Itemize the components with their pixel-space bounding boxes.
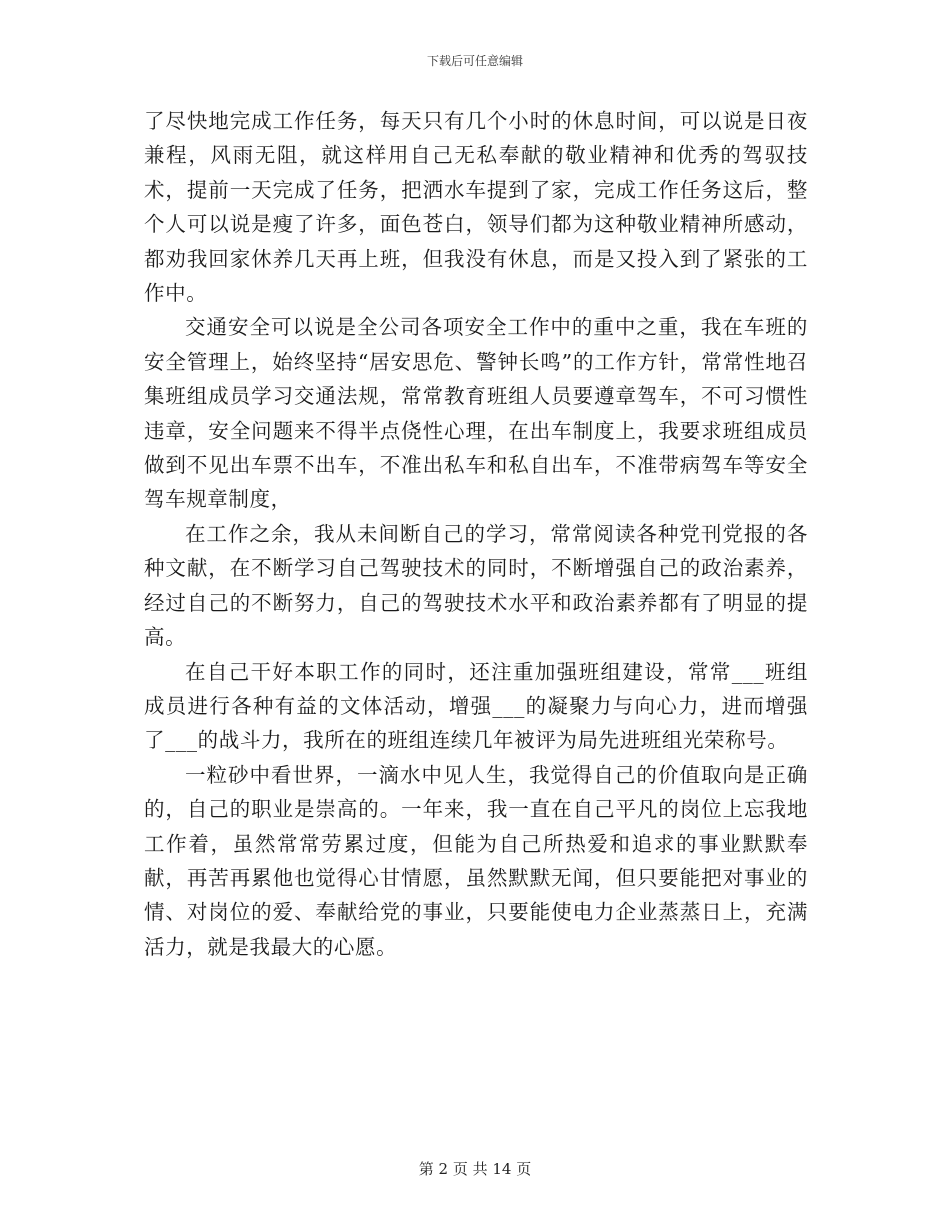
page-header-note: 下载后可任意编辑 <box>426 54 523 68</box>
paragraph-conclusion: 一粒砂中看世界，一滴水中见人生，我觉得自己的价值取向是正确的，自己的职业是崇高的。一年来，我一直在自己平凡的岗位上忘我地工作着，虽然常常劳累过度，但能为自己所热爱和追求的事业默默奉献，再苦再累他也觉得心甘情愿，虽然默默无闻，但只要能把对事业的情、对岗位的爱、奉献给党的事业，只要能使电力企业蒸蒸日上，充满活力，就是我最大的心愿。 <box>144 762 808 959</box>
paragraph-study: 在工作之余，我从未间断自己的学习，常常阅读各种党刊党报的各种文献，在不断学习自己驾驶技术的同时，不断增强自己的政治素养，经过自己的不断努力，自己的驾驶技术水平和政治素养都有了明显的提高。 <box>144 521 808 650</box>
paragraph-team-building: 在自己干好本职工作的同时，还注重加强班组建设，常常___班组成员进行各种有益的文体活动，增强___的凝聚力与向心力，进而增强了___的战斗力，我所在的班组连续几年被评为局先进班组光荣称号。 <box>144 659 808 753</box>
paragraph-continuation: 了尽快地完成工作任务，每天只有几个小时的休息时间，可以说是日夜兼程，风雨无阻，就这样用自己无私奉献的敬业精神和优秀的驾驭技术，提前一天完成了任务，把洒水车提到了家，完成工作任务这后，整个人可以说是瘦了许多，面色苍白，领导们都为这种敬业精神所感动，都劝我回家休养几天再上班，但我没有休息，而是又投入到了紧张的工作中。 <box>144 109 808 306</box>
document-body <box>144 104 808 964</box>
paragraph-traffic-safety: 交通安全可以说是全公司各项安全工作中的重中之重，我在车班的安全管理上，始终坚持“居安思危、警钟长鸣”的工作方针，常常性地召集班组成员学习交通法规，常常教育班组人员要遵章驾车，不可习惯性违章，安全问题来不得半点侥性心理，在出车制度上，我要求班组成员做到不见出车票不出车，不准出私车和私自出车，不准带病驾车等安全驾车规章制度， <box>144 315 808 512</box>
page-number: 第 2 页 共 14 页 <box>418 1160 532 1178</box>
